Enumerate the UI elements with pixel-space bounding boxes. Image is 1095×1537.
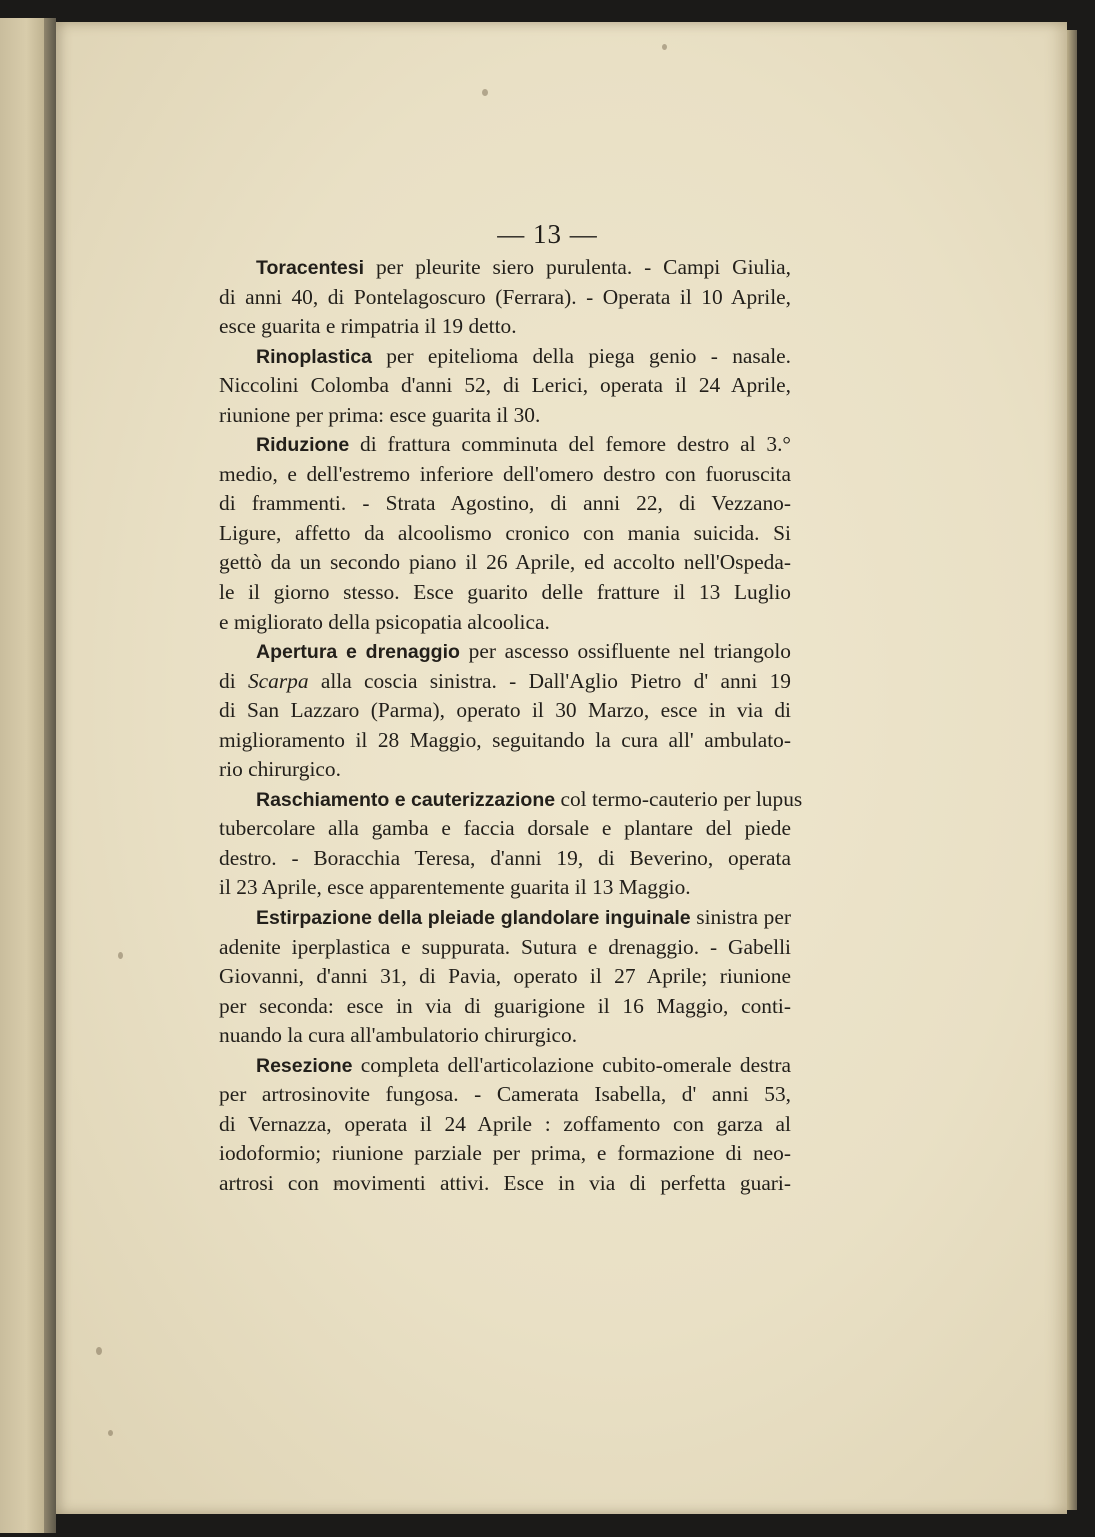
line-text: di frattura comminuta del femore destro al 3.° xyxy=(360,432,791,457)
paper-speck xyxy=(108,1430,113,1436)
line-text: per epitelioma della piega genio - nasale. xyxy=(386,343,791,368)
page-number: — 13 — xyxy=(497,219,598,249)
text-line: e migliorato della psicopatia alcoolica. xyxy=(219,609,550,634)
paper-speck xyxy=(482,89,488,96)
procedure-heading: Rinoplastica xyxy=(256,345,372,368)
page-edge-right xyxy=(1067,30,1077,1510)
text-line xyxy=(219,667,791,697)
body-text xyxy=(219,253,803,1199)
text-line: per artrosinovite fungosa. - Camerata Isabella, d' anni 53, xyxy=(219,1082,791,1107)
text-line: gettò da un secondo piano il 26 Aprile, ed accolto nell'Ospeda- xyxy=(219,550,791,575)
text-line: rio chirurgico. xyxy=(219,757,341,782)
text-line: Giovanni, d'anni 31, di Pavia, operato il 27 Aprile; riunione xyxy=(219,964,791,989)
paragraph-first-line xyxy=(219,430,791,460)
italic-name: Scarpa xyxy=(247,668,309,693)
text-line: il 23 Aprile, esce apparentemente guarita il 13 Maggio. xyxy=(219,875,691,900)
procedure-heading: Resezione xyxy=(256,1054,353,1077)
procedure-heading: Apertura e drenaggio xyxy=(256,641,460,664)
text-line: Ligure, affetto da alcoolismo cronico con mania suicida. Si xyxy=(219,520,791,545)
text-line: di Vernazza, operata il 24 Aprile : zoffamento con garza al xyxy=(219,1111,791,1136)
line-text: per ascesso ossifluente nel triangolo xyxy=(468,639,792,664)
text-line: di frammenti. - Strata Agostino, di anni 22, di Vezzano- xyxy=(219,491,791,516)
text-line: tubercolare alla gamba e faccia dorsale e plantare del piede xyxy=(219,816,791,841)
text-line: iodoformio; riunione parziale per prima, e formazione di neo- xyxy=(219,1141,791,1166)
paragraph-first-line xyxy=(219,253,791,283)
line-text: di xyxy=(219,668,248,693)
line-text: col termo-cauterio per lupus xyxy=(560,786,803,811)
text-line: medio, e dell'estremo inferiore dell'omero destro con fuoruscita xyxy=(219,461,791,486)
text-line: le il giorno stesso. Esce guarito delle fratture il 13 Luglio xyxy=(219,580,791,605)
text-line: destro. - Boracchia Teresa, d'anni 19, di Beverino, operata xyxy=(219,845,791,870)
line-text: per pleurite siero purulenta. - Campi Giulia, xyxy=(375,255,791,279)
paragraph-first-line xyxy=(219,1051,791,1081)
line-text: completa dell'articolazione cubito-omerale destra xyxy=(360,1052,791,1077)
text-line: riunione per prima: esce guarita il 30. xyxy=(219,402,541,427)
paper-speck xyxy=(118,952,123,959)
text-line: nuando la cura all'ambulatorio chirurgico. xyxy=(219,1023,578,1048)
paper-speck xyxy=(662,44,667,50)
paragraph-first-line xyxy=(219,903,791,933)
paragraph-first-line xyxy=(219,785,803,815)
procedure-heading: Toracentesi xyxy=(256,257,365,279)
paragraph-first-line xyxy=(219,637,791,667)
procedure-heading: Estirpazione della pleiade glandolare inguinale xyxy=(256,907,691,930)
paragraph-first-line xyxy=(219,342,791,372)
procedure-heading: Raschiamento e cauterizzazione xyxy=(256,788,556,811)
text-line: di San Lazzaro (Parma), operato il 30 Marzo, esce in via di xyxy=(219,698,791,723)
text-line: adenite iperplastica e suppurata. Sutura e drenaggio. - Gabelli xyxy=(219,934,791,959)
paper-speck xyxy=(96,1347,102,1355)
text-line: di anni 40, di Pontelagoscuro (Ferrara). - Operata il 10 Aprile, xyxy=(219,284,791,309)
text-line: Niccolini Colomba d'anni 52, di Lerici, operata il 24 Aprile, xyxy=(219,373,791,398)
line-text: sinistra per xyxy=(696,905,791,930)
line-text: alla coscia sinistra. - Dall'Aglio Pietro d' anni 19 xyxy=(308,668,791,693)
text-line: esce guarita e rimpatria il 19 detto. xyxy=(219,314,517,339)
text-line: artrosi con movimenti attivi. Esce in via di perfetta guari- xyxy=(219,1170,791,1195)
text-line: per seconda: esce in via di guarigione il 16 Maggio, conti- xyxy=(219,993,791,1018)
procedure-heading: Riduzione xyxy=(256,434,350,457)
text-line: miglioramento il 28 Maggio, seguitando la cura all' ambulato- xyxy=(219,727,791,752)
